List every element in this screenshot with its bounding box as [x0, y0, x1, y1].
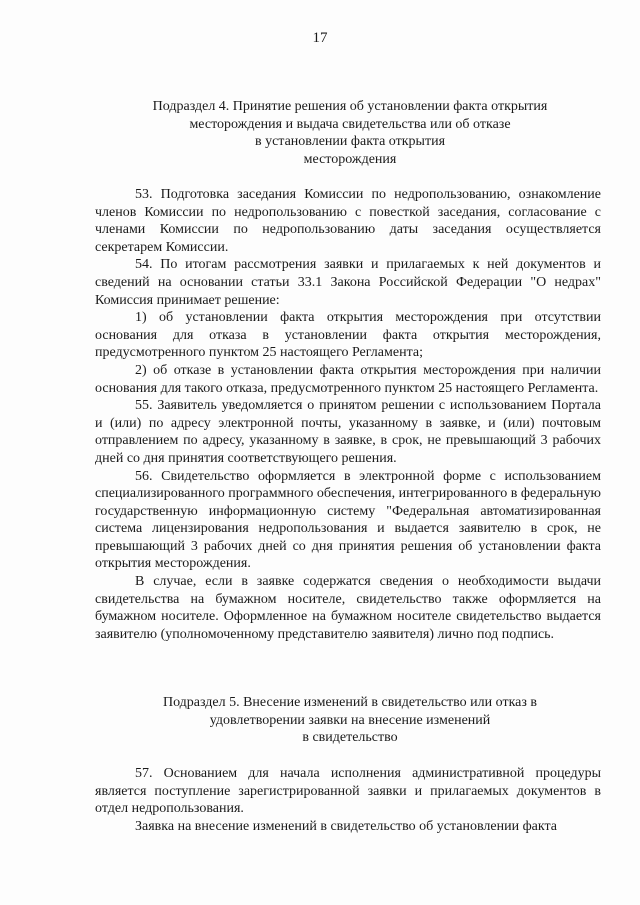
paragraph-53: 53. Подготовка заседания Комиссии по недропользованию, ознакомление членов Комиссии по недропользованию с повесткой заседания, согласование с членами Комиссии по недропользованию даты заседания осуществляется секретарем Комиссии.: [95, 187, 601, 255]
paragraph-56: 56. Свидетельство оформляется в электронной форме с использованием специализированного программного обеспечения, интегрированного в федеральную государственную информационную систему "Федеральная автоматизированная система лицензирования недропользования и выдается заявителю в срок, не превышающий 3 рабочих дней со дня принятия решения об установлении факта открытия месторождения.: [95, 468, 601, 572]
heading-line: удовлетворении заявки на внесение изменений: [209, 712, 491, 728]
heading-line: в установлении факта открытия: [254, 134, 446, 149]
heading-line: в свидетельство: [302, 730, 398, 745]
paragraph-54-item-2: 2) об отказе в установлении факта открытия месторождения при наличии основания для такого отказа, предусмотренного пунктом 25 настоящего Регламента.: [95, 362, 601, 396]
paragraph-57-continued: Заявка на внесение изменений в свидетельство об установлении факта: [135, 818, 557, 834]
heading-line: Подраздел 5. Внесение изменений в свидетельство или отказ в: [162, 695, 538, 710]
section-4-body: [95, 186, 601, 643]
heading-line: Подраздел 4. Принятие решения об установлении факта открытия: [152, 99, 548, 114]
heading-line: месторождения и выдача свидетельства или об отказе: [189, 116, 511, 132]
section-5-body: [95, 765, 601, 835]
paragraph-57: 57. Основанием для начала исполнения административной процедуры является поступление зарегистрированной заявки и прилагаемых документов в отдел недропользования.: [95, 766, 601, 817]
page-number: 17: [312, 30, 328, 46]
paragraph-54: 54. По итогам рассмотрения заявки и прилагаемых к ней документов и сведений на основании статьи 33.1 Закона Российской Федерации "О недрах" Комиссия принимает решение:: [95, 257, 601, 308]
paragraph-56-continued: В случае, если в заявке содержатся сведения о необходимости выдачи свидетельства на бумажном носителе, свидетельство также оформляется на бумажном носителе. Оформленное на бумажном носителе свидетельство выдается заявителю (уполномоченному представителю заявителя) лично под подпись.: [95, 574, 601, 642]
section-5-heading: [100, 694, 600, 747]
section-4-heading: [100, 98, 600, 168]
paragraph-54-item-1: 1) об установлении факта открытия месторождения при отсутствии основания для отказа в установлении факта открытия месторождения, предусмотренного пунктом 25 настоящего Регламента;: [95, 310, 601, 361]
paragraph-55: 55. Заявитель уведомляется о принятом решении с использованием Портала и (или) по адресу электронной почты, указанному в заявке, и (или) почтовым отправлением по адресу, указанному в заявке, в срок, не превышающий 3 рабочих дней со дня принятия соответствующего решения.: [95, 398, 601, 466]
heading-line: месторождения: [303, 151, 397, 167]
